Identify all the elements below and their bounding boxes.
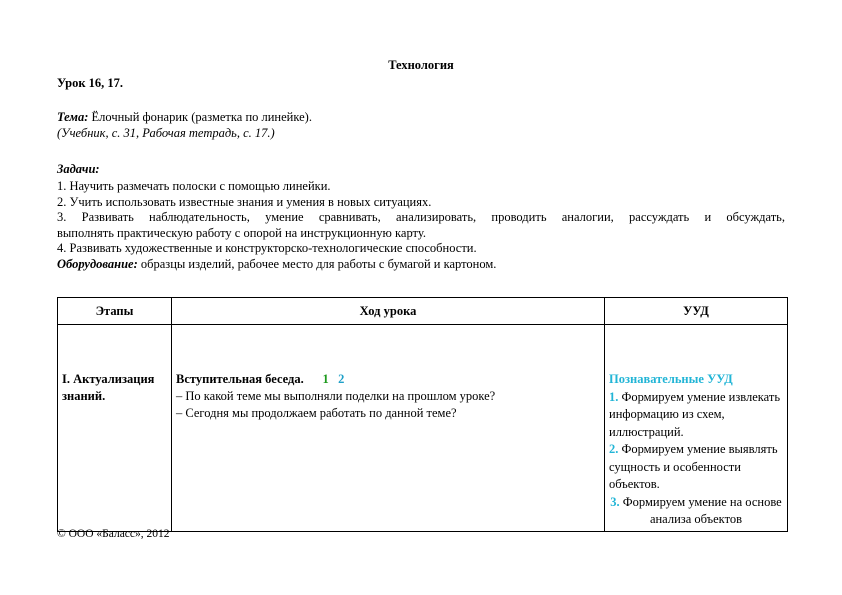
task-item: 4. Развивать художественные и конструкторско-технологические способности. [57, 241, 477, 255]
table-header-row [58, 298, 788, 325]
document-subject-title: Технология [388, 58, 454, 72]
topic-references: (Учебник, с. 31, Рабочая тетрадь, с. 17.) [57, 126, 275, 140]
equipment-line [57, 257, 785, 273]
course-title-line [176, 371, 600, 388]
equipment-label: Оборудование: [57, 256, 138, 271]
uud-item [609, 389, 783, 442]
uud-item-text: Формируем умение извлекать информацию из схем, иллюстраций. [609, 389, 781, 439]
lesson-plan-table [57, 297, 788, 532]
task-item-continuation: выполнять практическую работу с опорой на инструкционную карту. [57, 225, 426, 240]
uud-item [609, 494, 783, 529]
lesson-number: Урок 16, 17. [57, 76, 124, 90]
column-header-stages: Этапы [58, 298, 172, 325]
equipment-text: образцы изделий, рабочее место для работы с бумагой и картоном. [137, 256, 497, 271]
column-header-course: Ход урока [172, 298, 605, 325]
marker-1: 1 [322, 372, 329, 386]
column-header-uud: УУД [605, 298, 788, 325]
topic-text: Ёлочный фонарик (разметка по линейке). [88, 110, 312, 124]
uud-cell [605, 325, 788, 532]
uud-item-text: Формируем умение выявлять сущность и особенности объектов. [609, 442, 778, 491]
table-row [58, 325, 788, 532]
task-item: 3. Развивать наблюдательность, умение сравнивать, анализировать, проводить аналогии, рассуждать и обсуждать, [57, 210, 785, 224]
task-item: 1. Научить размечать полоски с помощью линейки. [57, 179, 331, 193]
marker-2: 2 [338, 372, 345, 386]
uud-item-text: Формируем умение на основе анализа объектов [619, 494, 782, 526]
course-title: Вступительная беседа. [176, 372, 304, 386]
topic-label: Тема: [57, 110, 89, 124]
course-line: – Сегодня мы продолжаем работать по данной теме? [176, 406, 457, 420]
stage-cell: I. Актуализация знаний. [58, 325, 172, 532]
course-line: – По какой теме мы выполняли поделки на прошлом уроке? [176, 389, 496, 403]
uud-item-number: 2. [609, 442, 619, 456]
topic-line [57, 110, 312, 125]
uud-item-number: 1. [609, 389, 619, 404]
uud-heading: Познавательные УУД [609, 372, 733, 386]
tasks-list [57, 179, 785, 272]
tasks-heading: Задачи: [57, 162, 100, 176]
copyright-footer: © ООО «Баласс», 2012 [57, 528, 170, 540]
task-item: 2. Учить использовать известные знания и умения в новых ситуациях. [57, 194, 432, 209]
uud-item-number: 3. [610, 494, 620, 509]
uud-item [609, 441, 783, 494]
course-cell [172, 325, 605, 532]
